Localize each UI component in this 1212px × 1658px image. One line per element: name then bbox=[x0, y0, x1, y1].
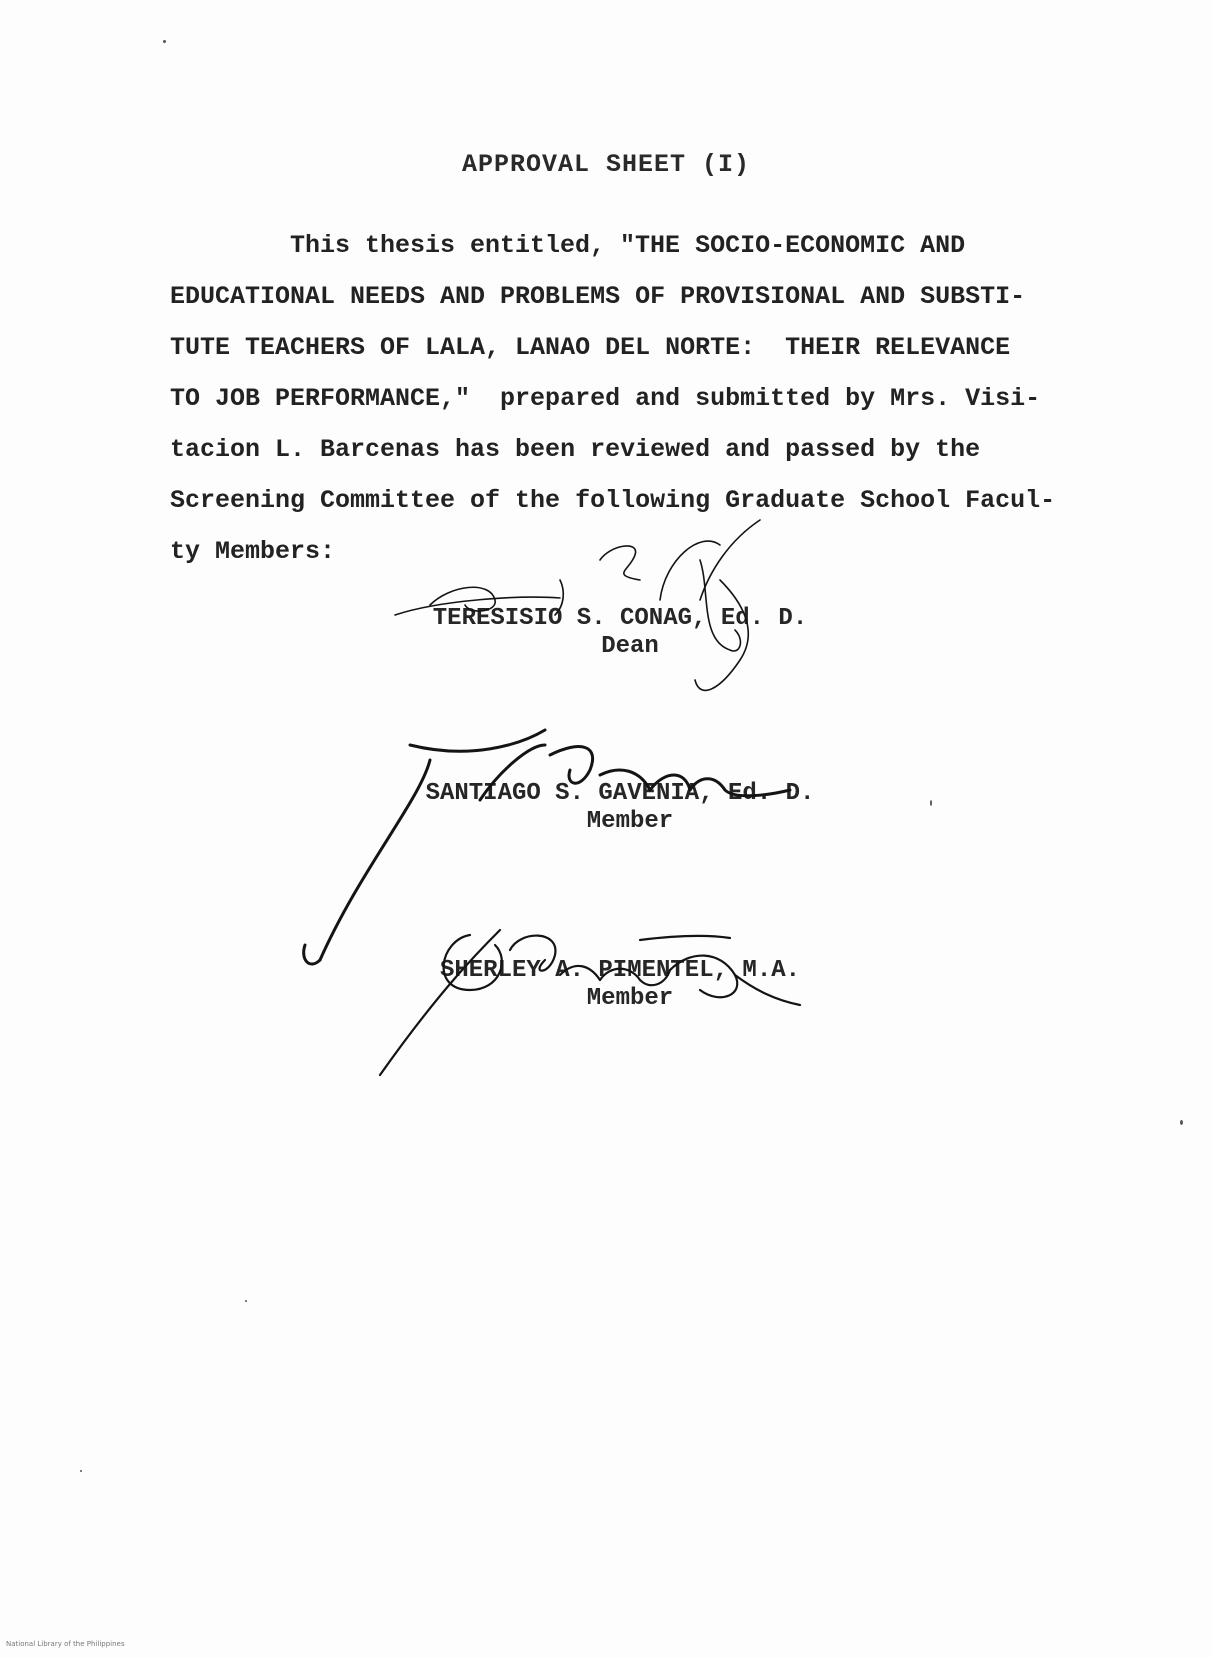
paragraph-line: TO JOB PERFORMANCE," prepared and submitted by Mrs. Visi- bbox=[170, 384, 1041, 413]
signature-member-1 bbox=[304, 730, 790, 964]
signatory-member-1 bbox=[390, 780, 850, 836]
signatory-name: SANTIAGO S. GAVENIA, Ed. D. bbox=[425, 780, 815, 807]
paragraph-line: EDUCATIONAL NEEDS AND PROBLEMS OF PROVISIONAL AND SUBSTI- bbox=[170, 282, 1026, 311]
document-title: APPROVAL SHEET (I) bbox=[461, 150, 751, 179]
signatory-role: Member bbox=[586, 985, 674, 1012]
paper-speck bbox=[1180, 1120, 1183, 1125]
paper-speck bbox=[163, 40, 166, 43]
paper-speck bbox=[80, 1470, 82, 1472]
signatory-role: Dean bbox=[601, 633, 659, 660]
signatory-dean bbox=[390, 605, 850, 661]
signatory-role: Member bbox=[586, 808, 674, 835]
paragraph-line: ty Members: bbox=[170, 537, 336, 566]
signatory-name: TERESISIO S. CONAG, Ed. D. bbox=[432, 605, 808, 632]
paragraph-line: Screening Committee of the following Graduate School Facul- bbox=[170, 486, 1056, 515]
signatory-member-2 bbox=[390, 957, 850, 1013]
approval-paragraph bbox=[170, 220, 1070, 577]
paper-speck bbox=[245, 1300, 247, 1302]
library-footer: National Library of the Philippines bbox=[6, 1640, 125, 1648]
paragraph-line: TUTE TEACHERS OF LALA, LANAO DEL NORTE: THEIR RELEVANCE bbox=[170, 333, 1011, 362]
paragraph-line: This thesis entitled, "THE SOCIO-ECONOMIC AND bbox=[290, 231, 966, 260]
paragraph-line: tacion L. Barcenas has been reviewed and passed by the bbox=[170, 435, 981, 464]
signatory-name: SHERLEY A. PIMENTEL, M.A. bbox=[439, 957, 801, 984]
paper-speck bbox=[930, 800, 932, 806]
